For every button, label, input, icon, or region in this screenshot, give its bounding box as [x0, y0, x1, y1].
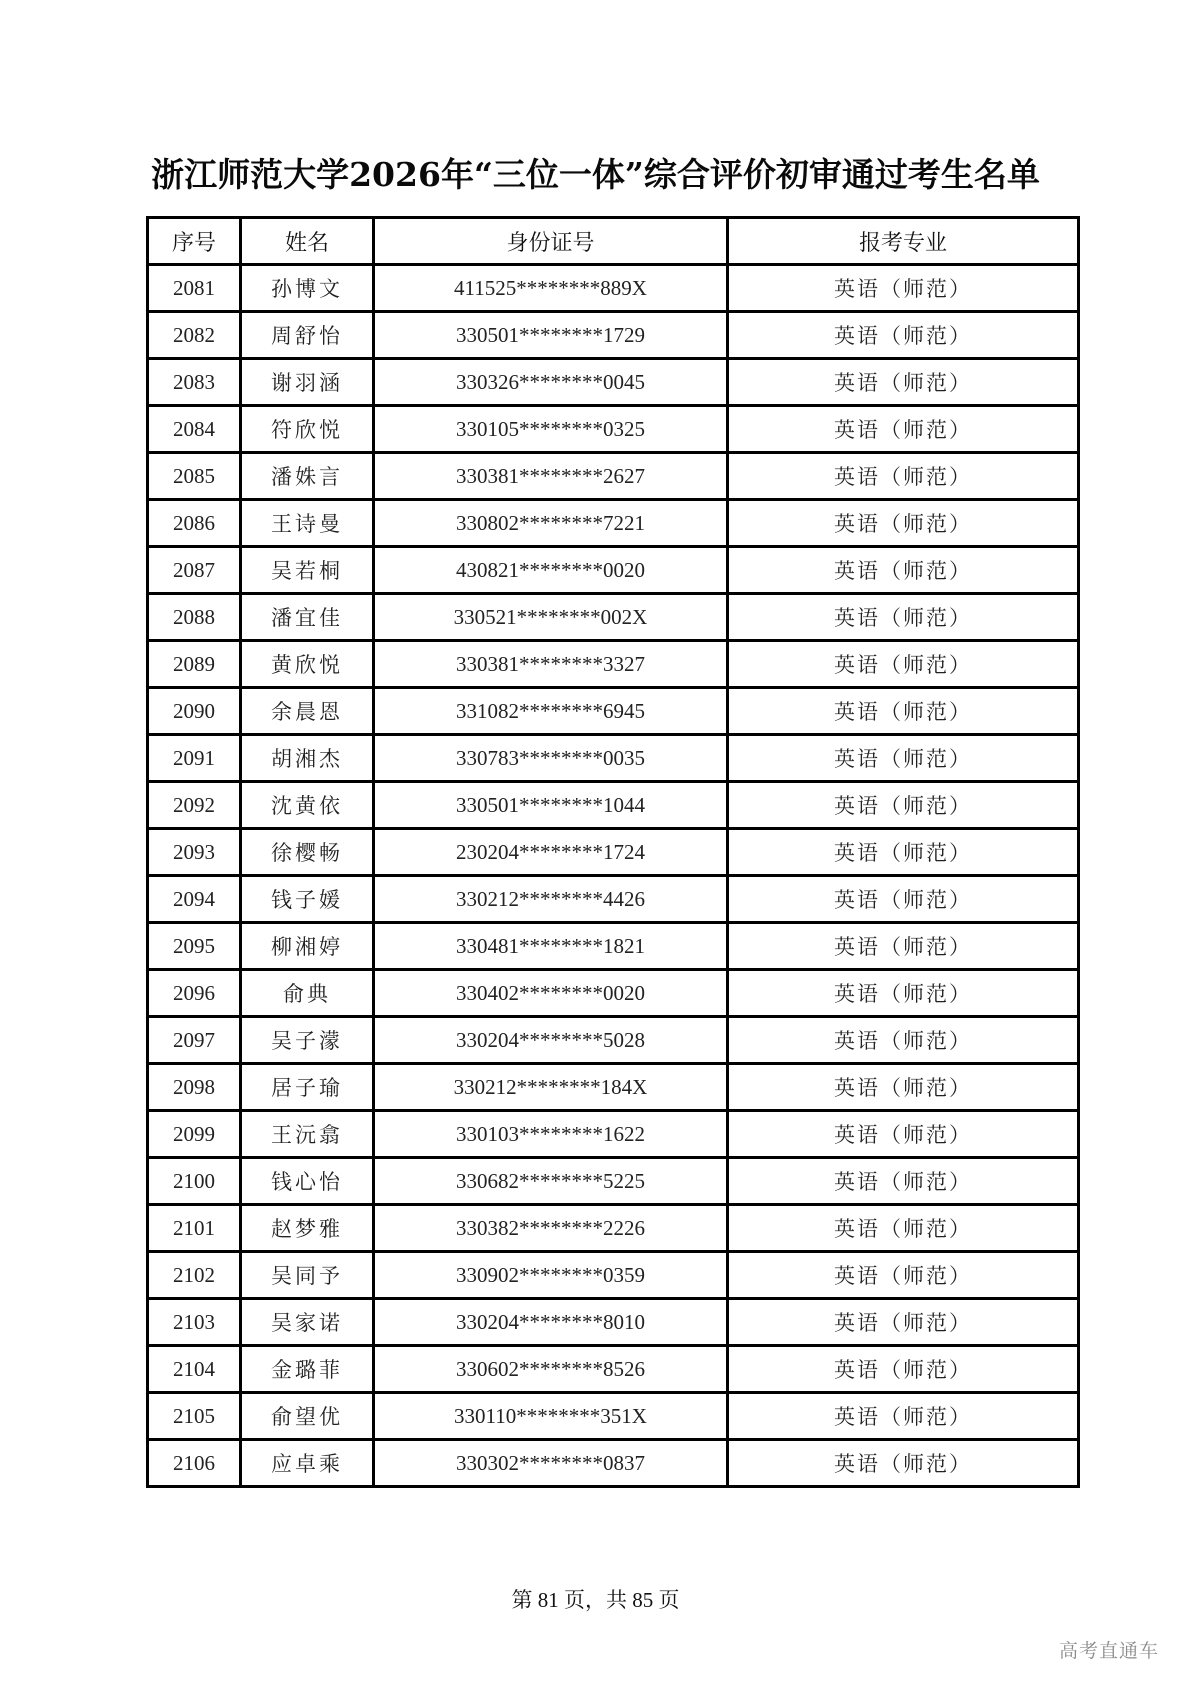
cell-major: 英语（师范）	[728, 500, 1079, 547]
cell-serial-number: 2104	[148, 1346, 241, 1393]
cell-serial-number: 2082	[148, 312, 241, 359]
cell-major: 英语（师范）	[728, 453, 1079, 500]
document-title: 浙江师范大学2026年“三位一体”综合评价初审通过考生名单	[151, 155, 1040, 194]
cell-name: 徐樱畅	[241, 829, 374, 876]
cell-id-number: 330402********0020	[374, 970, 728, 1017]
cell-name: 钱子媛	[241, 876, 374, 923]
cell-major: 英语（师范）	[728, 1158, 1079, 1205]
cell-major: 英语（师范）	[728, 688, 1079, 735]
cell-id-number: 330501********1044	[374, 782, 728, 829]
cell-serial-number: 2103	[148, 1299, 241, 1346]
cell-serial-number: 2091	[148, 735, 241, 782]
header-name: 姓名	[241, 218, 374, 265]
cell-serial-number: 2086	[148, 500, 241, 547]
table-row	[148, 782, 1079, 829]
cell-serial-number: 2100	[148, 1158, 241, 1205]
cell-name: 应卓乘	[241, 1440, 374, 1487]
cell-id-number: 330302********0837	[374, 1440, 728, 1487]
cell-name: 王沅翕	[241, 1111, 374, 1158]
cell-name: 王诗曼	[241, 500, 374, 547]
cell-major: 英语（师范）	[728, 970, 1079, 1017]
cell-serial-number: 2095	[148, 923, 241, 970]
cell-major: 英语（师范）	[728, 735, 1079, 782]
cell-id-number: 330110********351X	[374, 1393, 728, 1440]
cell-major: 英语（师范）	[728, 1017, 1079, 1064]
cell-name: 黄欣悦	[241, 641, 374, 688]
table-row	[148, 641, 1079, 688]
cell-name: 吴子濛	[241, 1017, 374, 1064]
table-row	[148, 359, 1079, 406]
cell-id-number: 330602********8526	[374, 1346, 728, 1393]
cell-serial-number: 2102	[148, 1252, 241, 1299]
cell-id-number: 330682********5225	[374, 1158, 728, 1205]
cell-major: 英语（师范）	[728, 1111, 1079, 1158]
cell-serial-number: 2092	[148, 782, 241, 829]
header-serial-number: 序号	[148, 218, 241, 265]
cell-major: 英语（师范）	[728, 1064, 1079, 1111]
cell-id-number: 330381********2627	[374, 453, 728, 500]
cell-name: 潘宜佳	[241, 594, 374, 641]
cell-id-number: 230204********1724	[374, 829, 728, 876]
cell-serial-number: 2101	[148, 1205, 241, 1252]
cell-id-number: 330212********4426	[374, 876, 728, 923]
cell-name: 居子瑜	[241, 1064, 374, 1111]
table-body	[148, 265, 1079, 1487]
table-row	[148, 970, 1079, 1017]
cell-major: 英语（师范）	[728, 1252, 1079, 1299]
cell-serial-number: 2094	[148, 876, 241, 923]
table-row	[148, 1111, 1079, 1158]
cell-id-number: 330902********0359	[374, 1252, 728, 1299]
cell-major: 英语（师范）	[728, 1393, 1079, 1440]
cell-serial-number: 2088	[148, 594, 241, 641]
cell-serial-number: 2090	[148, 688, 241, 735]
table-row	[148, 500, 1079, 547]
cell-name: 吴若桐	[241, 547, 374, 594]
table-row	[148, 1252, 1079, 1299]
table-header-row	[148, 218, 1079, 265]
table-row	[148, 312, 1079, 359]
cell-id-number: 330105********0325	[374, 406, 728, 453]
cell-serial-number: 2099	[148, 1111, 241, 1158]
cell-id-number: 330326********0045	[374, 359, 728, 406]
cell-major: 英语（师范）	[728, 876, 1079, 923]
cell-id-number: 331082********6945	[374, 688, 728, 735]
table-row	[148, 1393, 1079, 1440]
cell-major: 英语（师范）	[728, 1440, 1079, 1487]
cell-major: 英语（师范）	[728, 1299, 1079, 1346]
cell-serial-number: 2105	[148, 1393, 241, 1440]
cell-id-number: 330381********3327	[374, 641, 728, 688]
cell-major: 英语（师范）	[728, 782, 1079, 829]
cell-serial-number: 2083	[148, 359, 241, 406]
cell-name: 赵梦雅	[241, 1205, 374, 1252]
cell-serial-number: 2106	[148, 1440, 241, 1487]
cell-major: 英语（师范）	[728, 829, 1079, 876]
cell-name: 周舒怡	[241, 312, 374, 359]
cell-serial-number: 2087	[148, 547, 241, 594]
cell-name: 符欣悦	[241, 406, 374, 453]
cell-name: 胡湘杰	[241, 735, 374, 782]
table-row	[148, 453, 1079, 500]
header-major: 报考专业	[728, 218, 1079, 265]
cell-name: 余晨恩	[241, 688, 374, 735]
cell-name: 俞典	[241, 970, 374, 1017]
cell-name: 俞望优	[241, 1393, 374, 1440]
cell-major: 英语（师范）	[728, 594, 1079, 641]
cell-name: 柳湘婷	[241, 923, 374, 970]
cell-name: 钱心怡	[241, 1158, 374, 1205]
table-row	[148, 406, 1079, 453]
table-row	[148, 1158, 1079, 1205]
candidate-table	[146, 216, 1080, 1488]
cell-serial-number: 2097	[148, 1017, 241, 1064]
table-row	[148, 1017, 1079, 1064]
cell-name: 潘姝言	[241, 453, 374, 500]
table-row	[148, 1346, 1079, 1393]
cell-id-number: 330382********2226	[374, 1205, 728, 1252]
page-indicator: 第 81 页，共 85 页	[511, 1588, 680, 1612]
cell-id-number: 430821********0020	[374, 547, 728, 594]
cell-serial-number: 2081	[148, 265, 241, 312]
cell-id-number: 330204********8010	[374, 1299, 728, 1346]
cell-id-number: 330204********5028	[374, 1017, 728, 1064]
table-row	[148, 1440, 1079, 1487]
cell-name: 吴同予	[241, 1252, 374, 1299]
cell-major: 英语（师范）	[728, 1205, 1079, 1252]
cell-major: 英语（师范）	[728, 265, 1079, 312]
cell-serial-number: 2084	[148, 406, 241, 453]
cell-name: 孙博文	[241, 265, 374, 312]
cell-id-number: 330521********002X	[374, 594, 728, 641]
cell-id-number: 330212********184X	[374, 1064, 728, 1111]
cell-major: 英语（师范）	[728, 547, 1079, 594]
cell-major: 英语（师范）	[728, 359, 1079, 406]
cell-major: 英语（师范）	[728, 1346, 1079, 1393]
cell-name: 谢羽涵	[241, 359, 374, 406]
table-row	[148, 735, 1079, 782]
cell-id-number: 330802********7221	[374, 500, 728, 547]
cell-serial-number: 2093	[148, 829, 241, 876]
table-row	[148, 594, 1079, 641]
cell-major: 英语（师范）	[728, 641, 1079, 688]
table-row	[148, 547, 1079, 594]
cell-name: 沈黄依	[241, 782, 374, 829]
cell-name: 吴家诺	[241, 1299, 374, 1346]
cell-id-number: 330783********0035	[374, 735, 728, 782]
header-id-number: 身份证号	[374, 218, 728, 265]
cell-id-number: 330103********1622	[374, 1111, 728, 1158]
cell-name: 金璐菲	[241, 1346, 374, 1393]
watermark: 高考直通车	[1058, 1640, 1159, 1662]
cell-serial-number: 2096	[148, 970, 241, 1017]
table-row	[148, 1299, 1079, 1346]
cell-id-number: 411525********889X	[374, 265, 728, 312]
table-row	[148, 923, 1079, 970]
table-row	[148, 265, 1079, 312]
cell-major: 英语（师范）	[728, 312, 1079, 359]
cell-serial-number: 2089	[148, 641, 241, 688]
table-row	[148, 829, 1079, 876]
table-row	[148, 1205, 1079, 1252]
cell-serial-number: 2085	[148, 453, 241, 500]
cell-serial-number: 2098	[148, 1064, 241, 1111]
cell-major: 英语（师范）	[728, 923, 1079, 970]
table-row	[148, 876, 1079, 923]
table-row	[148, 1064, 1079, 1111]
cell-id-number: 330481********1821	[374, 923, 728, 970]
cell-id-number: 330501********1729	[374, 312, 728, 359]
cell-major: 英语（师范）	[728, 406, 1079, 453]
table-row	[148, 688, 1079, 735]
